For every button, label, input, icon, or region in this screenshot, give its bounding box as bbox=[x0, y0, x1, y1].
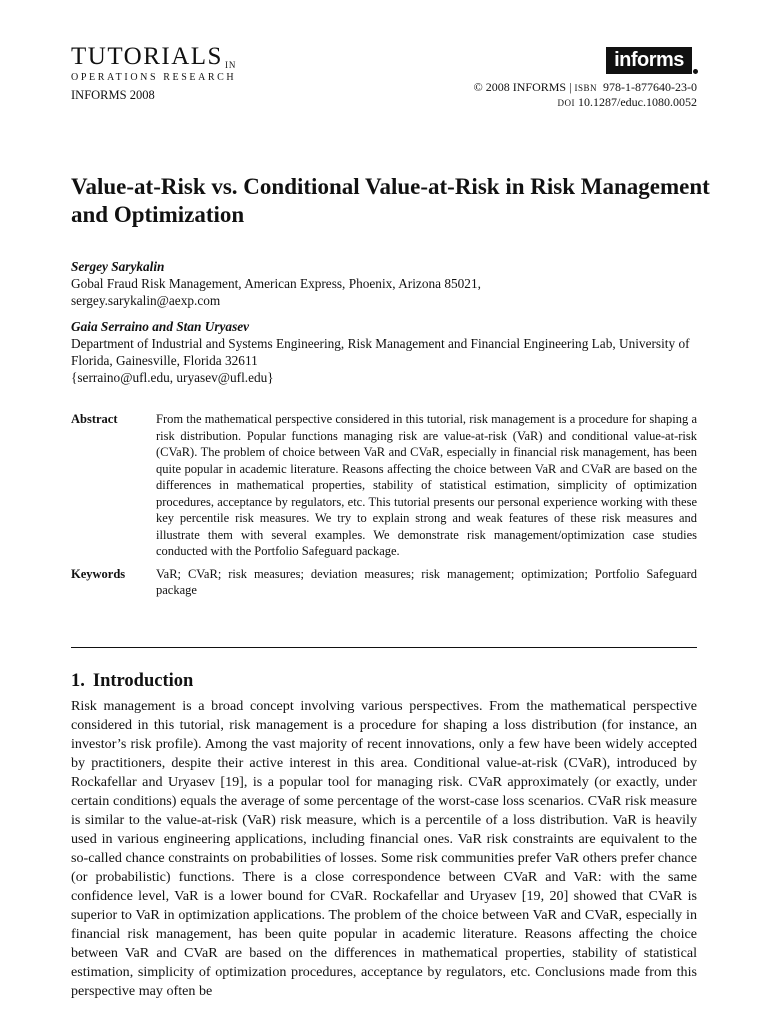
series-in: IN bbox=[224, 60, 237, 70]
series-name: TUTORIALS bbox=[71, 43, 223, 70]
author-affiliation: Department of Industrial and Systems Engineering, Risk Management and Financial Engineering Lab, University of Florida, Gainesville, Florida 32611 bbox=[71, 336, 690, 368]
keywords-label: Keywords bbox=[71, 566, 126, 581]
keywords-text: VaR; CVaR; risk measures; deviation measures; risk management; optimization; Portfolio Safeguard package bbox=[156, 566, 697, 597]
isbn: 978-1-877640-23-0 bbox=[603, 80, 697, 94]
doi-line bbox=[474, 95, 697, 110]
author-list bbox=[71, 258, 711, 386]
author-email: {serraino@ufl.edu, uryasev@ufl.edu} bbox=[71, 370, 274, 385]
series-year: INFORMS 2008 bbox=[71, 88, 155, 102]
section-title: Introduction bbox=[92, 671, 194, 691]
series-title bbox=[71, 44, 236, 70]
section-body: Risk management is a broad concept involving various perspectives. From the mathematical perspective considered in this tutorial, risk management is a procedure for shaping a loss distribution (for instance, an investor’s risk profile). Among the vast majority of recent innovations, only a few have been widely accepted by practitioners, despite their active interest in this area. Conditional value-at-risk (CVaR), introduced by Rockafellar and Uryasev [19], is a popular tool for managing risk. CVaR approximately (or exactly, under certain conditions) equals the average of some percentage of the worst-case loss scenarios. CVaR risk measure is similar to the value-at-risk (VaR) risk measure, which is a percentile of a loss distribution. VaR is heavily used in various engineering applications, including financial ones. VaR risk constraints are equivalent to the so-called chance constraints on probabilities of losses. Some risk communities prefer VaR others prefer chance (or probabilistic) functions. There is a close correspondence between CVaR and VaR: with the same confidence level, VaR is a lower bound for CVaR. Rockafellar and Uryasev [19, 20] showed that CVaR is superior to VaR in optimization applications. The problem of the choice between VaR and CVaR, especially in financial risk management, has been quite popular in academic literature. Reasons affecting the choice between VaR and CVaR are based on the differences in mathematical properties, stability of statistical estimation, simplicity of optimization procedures, acceptance by regulators, etc. Conclusions made from this perspective may often be bbox=[71, 698, 697, 999]
isbn-label: ISBN bbox=[574, 83, 598, 93]
author-email: sergey.sarykalin@aexp.com bbox=[71, 293, 221, 308]
copyright-line: © 2008 INFORMS | ISBN 978-1-877640-23-0 bbox=[473, 80, 697, 94]
informs-logo: informs bbox=[606, 47, 692, 74]
paper-title: Value-at-Risk vs. Conditional Value-at-Risk in Risk Management and Optimization bbox=[71, 174, 710, 227]
abstract-row bbox=[71, 411, 697, 560]
author-block bbox=[71, 258, 711, 309]
copyright: © 2008 INFORMS bbox=[473, 80, 567, 94]
abstract-text: From the mathematical perspective considered in this tutorial, risk management is a procedure for shaping a risk distribution. Popular functions managing risk are value-at-risk (VaR) and conditional value-at-risk (CVaR). The problem of choice between VaR and CVaR, especially in financial risk management, has been quite popular in academic literature. Reasons affecting the choice between VaR and CVaR are based on the differences in mathematical properties, stability of statistical estimation, simplicity of optimization procedures, acceptance by regulators, etc. This tutorial presents our personal experience working with these key percentile risk measures. We try to explain strong and weak features of these risk measures and illustrate them with several examples. We demonstrate risk management/optimization case studies conducted with the Portfolio Safeguard package. bbox=[156, 412, 697, 558]
publication-info bbox=[474, 80, 697, 110]
series-masthead bbox=[71, 44, 236, 102]
doi: 10.1287/educ.1080.0052 bbox=[578, 95, 697, 109]
abstract-label: Abstract bbox=[71, 412, 118, 426]
section-number: 1. bbox=[71, 671, 85, 691]
author-affiliation: Gobal Fraud Risk Management, American Express, Phoenix, Arizona 85021, bbox=[71, 276, 481, 291]
abstract-section bbox=[71, 411, 697, 599]
series-subtitle: OPERATIONS RESEARCH bbox=[71, 72, 237, 83]
divider-rule bbox=[71, 647, 697, 648]
author-name: Gaia Serraino and Stan Uryasev bbox=[71, 319, 250, 334]
section-heading bbox=[71, 670, 193, 692]
author-name: Sergey Sarykalin bbox=[71, 259, 165, 274]
informs-logo-dot bbox=[693, 69, 698, 74]
doi-label: DOI bbox=[557, 98, 575, 108]
author-block bbox=[71, 318, 711, 386]
keywords-row bbox=[71, 566, 697, 599]
